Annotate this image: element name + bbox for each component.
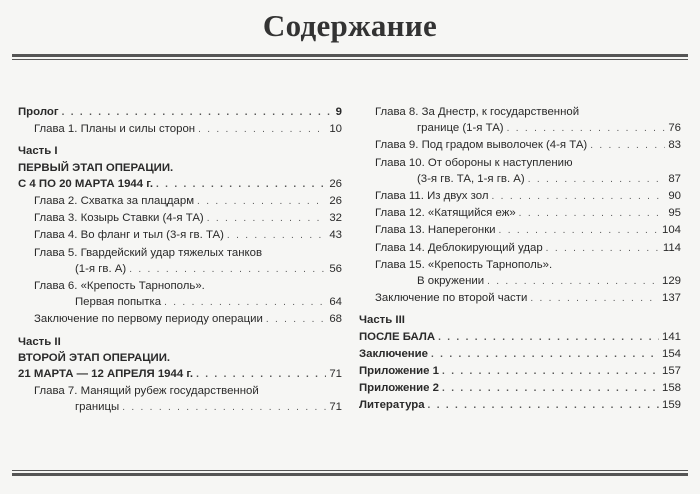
toc-entry-conclusion-2[interactable]: Заключение по второй части . . . 137 <box>359 290 681 307</box>
page-title: Содержание <box>262 8 438 43</box>
toc-entry-chapter-10-cont[interactable]: (3-я гв. ТА, 1-я гв. А) . . . 87 <box>359 171 681 188</box>
page-number: 104 <box>661 224 681 237</box>
page-number: 83 <box>668 139 681 152</box>
toc-left-column <box>18 104 342 417</box>
page-number: 56 <box>329 262 342 275</box>
page-number: 87 <box>668 172 681 185</box>
page-number: 157 <box>661 365 681 378</box>
toc-entry-chapter-7[interactable]: Глава 7. Манящий рубеж государственной <box>34 385 259 398</box>
toc-entry-chapter-15[interactable]: Глава 15. «Крепость Тарнополь». <box>375 258 553 271</box>
top-rule-thick <box>12 54 688 57</box>
toc-entry-prolog[interactable]: Пролог . . . 9 <box>18 104 342 121</box>
toc-entry-chapter-5-cont[interactable]: (1-я гв. А) . . . 56 <box>18 261 342 278</box>
toc-entry-appendix-1[interactable]: Приложение 1 . . . 157 <box>359 363 681 380</box>
page-number: 90 <box>668 190 681 203</box>
page-number: 10 <box>329 123 342 136</box>
toc-entry-chapter-4[interactable]: Глава 4. Во фланг и тыл (3-я гв. ТА) . . . 43 <box>18 227 342 244</box>
page-number: 71 <box>329 368 342 381</box>
page-number: 26 <box>329 177 342 190</box>
toc-entry-conclusion-1[interactable]: Заключение по первому периоду операции . . . 68 <box>18 311 342 328</box>
top-rule-thin <box>12 59 688 60</box>
toc-entry-chapter-6-cont[interactable]: Первая попытка . . . 64 <box>18 294 342 311</box>
page-number: 95 <box>668 207 681 220</box>
part-2-heading: Часть II <box>18 335 61 348</box>
page-number: 141 <box>661 330 681 343</box>
part-3-heading: Часть III <box>359 314 405 327</box>
page-number: 43 <box>329 229 342 242</box>
part-1-title-dates[interactable]: С 4 ПО 20 МАРТА 1944 г. . . . 26 <box>18 176 342 193</box>
page-number: 76 <box>668 122 681 135</box>
page-number: 159 <box>661 399 681 412</box>
part-3-title[interactable]: ПОСЛЕ БАЛА . . . 141 <box>359 329 681 346</box>
page-number: 32 <box>329 212 342 225</box>
toc-entry-chapter-13[interactable]: Глава 13. Наперегонки . . . 104 <box>359 222 681 239</box>
toc-entry-conclusion[interactable]: Заключение . . . 154 <box>359 346 681 363</box>
bottom-rule-thick <box>12 473 688 476</box>
part-2-title-dates[interactable]: 21 МАРТА — 12 АПРЕЛЯ 1944 г. . . . 71 <box>18 366 342 383</box>
toc-entry-chapter-11[interactable]: Глава 11. Из двух зол . . . 90 <box>359 188 681 205</box>
bottom-rule-thin <box>12 470 688 471</box>
toc-entry-chapter-1[interactable]: Глава 1. Планы и силы сторон . . . 10 <box>18 121 342 138</box>
page-number: 137 <box>661 292 681 305</box>
toc-entry-chapter-9[interactable]: Глава 9. Под градом выволочек (4-я ТА) . . . 83 <box>359 137 681 154</box>
page-number: 129 <box>661 275 681 288</box>
toc-entry-chapter-7-cont[interactable]: границы . . . 71 <box>18 399 342 416</box>
toc-entry-chapter-6[interactable]: Глава 6. «Крепость Тарнополь». <box>34 280 205 293</box>
page-number: 68 <box>329 313 342 326</box>
part-1-title[interactable]: ПЕРВЫЙ ЭТАП ОПЕРАЦИИ. <box>18 161 174 174</box>
toc-entry-chapter-12[interactable]: Глава 12. «Катящийся еж» . . . 95 <box>359 205 681 222</box>
page-number: 64 <box>329 296 342 309</box>
page-number: 114 <box>662 241 681 254</box>
toc-entry-chapter-14[interactable]: Глава 14. Деблокирующий удар . . . 114 <box>359 240 681 257</box>
toc-entry-chapter-5[interactable]: Глава 5. Гвардейский удар тяжелых танков <box>34 246 263 259</box>
toc-entry-chapter-3[interactable]: Глава 3. Козырь Ставки (4-я ТА) . . . 32 <box>18 210 342 227</box>
page-number: 26 <box>329 195 342 208</box>
toc-entry-chapter-2[interactable]: Глава 2. Схватка за плацдарм . . . 26 <box>18 193 342 210</box>
toc-entry-chapter-10[interactable]: Глава 10. От обороны к наступлению <box>375 156 573 169</box>
toc-right-column <box>359 104 681 415</box>
toc-entry-chapter-8[interactable]: Глава 8. За Днестр, к государственной <box>375 106 580 118</box>
page-number: 154 <box>661 347 681 360</box>
toc-entry-chapter-15-cont[interactable]: В окружении . . . 129 <box>359 273 681 290</box>
toc-entry-chapter-8-cont[interactable]: границе (1-я ТА) . . . 76 <box>359 120 681 137</box>
page-number: 71 <box>329 401 342 414</box>
page-number: 9 <box>335 106 342 118</box>
part-2-title[interactable]: ВТОРОЙ ЭТАП ОПЕРАЦИИ. <box>18 351 171 364</box>
toc-entry-appendix-2[interactable]: Приложение 2 . . . 158 <box>359 380 681 397</box>
part-1-heading: Часть I <box>18 145 58 158</box>
page-number: 158 <box>661 382 681 395</box>
toc-entry-literature[interactable]: Литература . . . 159 <box>359 397 681 414</box>
